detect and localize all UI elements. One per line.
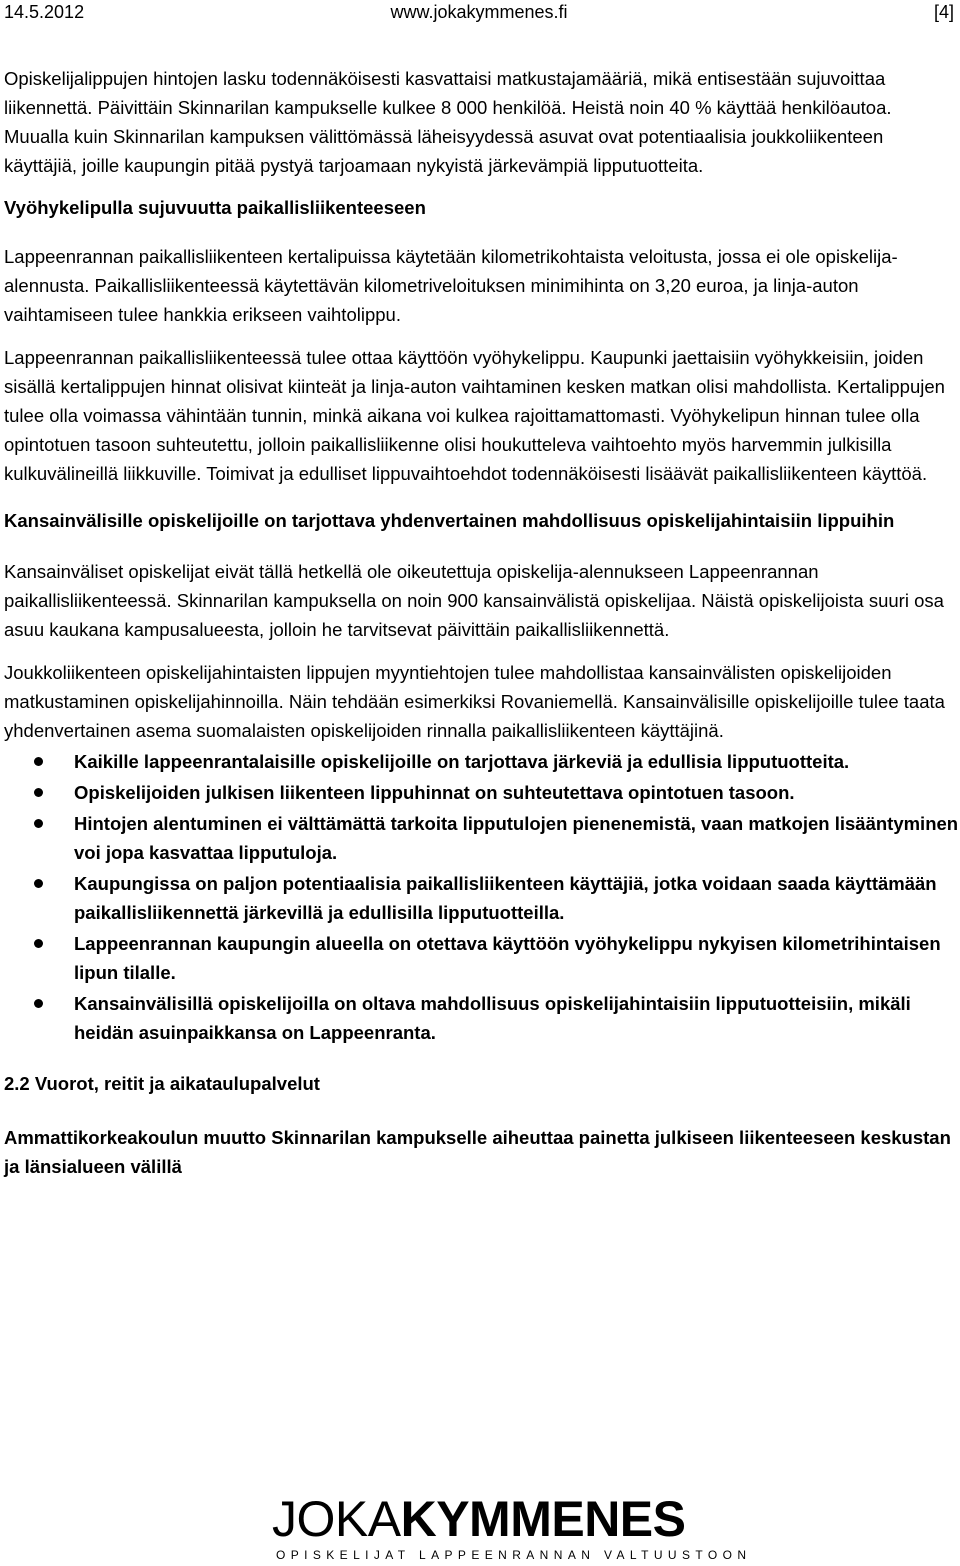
document-body <box>4 64 959 1181</box>
heading-zone-ticket: Vyöhykelipulla sujuvuutta paikallisliikenteeseen <box>4 197 426 218</box>
bullet-icon <box>34 757 43 766</box>
section-heading-2-2: 2.2 Vuorot, reitit ja aikataulupalvelut <box>4 1073 320 1094</box>
paragraph-student-pricing: Joukkoliikenteen opiskelijahintaisten lippujen myyntiehtojen tulee mahdollistaa kansainvälisten opiskelijoiden matkustaminen opiskelijahinnoilla. Näin tehdään esimerkiksi Rovaniemellä. Kansainvälisille opiskelijoille tulee taata yhdenvertainen asema suomalaisten opiskelijoiden rinnalla paikallisliikenteen käyttäjinä. <box>4 662 945 741</box>
paragraph-ticket-prices: Opiskelijalippujen hintojen lasku todennäköisesti kasvattaisi matkustajamääriä, mikä entisestään sujuvoittaa liikennettä. Päivittäin Skinnarilan kampukselle kulkee 8 000 henkilöä. Heistä noin 40 % käyttää henkilöautoa. Muualla kuin Skinnarilan kampuksen välittömässä läheisyydessä asuvat ovat potentiaalisia joukkoliikenteen käyttäjiä, joille kaupungin pitää pystyä tarjoamaan nykyistä järkevämpiä lipputuotteita. <box>4 68 892 176</box>
list-item: Hintojen alentuminen ei välttämättä tarkoita lipputulojen pienenemistä, vaan matkojen lisääntyminen voi jopa kasvattaa lipputuloja. <box>4 809 959 867</box>
list-item: Lappeenrannan kaupungin alueella on otettava käyttöön vyöhykelippu nykyisen kilometrihintaisen lipun tilalle. <box>4 929 959 987</box>
list-item: Kaupungissa on paljon potentiaalisia paikallisliikenteen käyttäjiä, jotka voidaan saada käyttämään paikallisliikennettä järkevillä ja edullisilla lipputuotteilla. <box>4 869 959 927</box>
list-item: Opiskelijoiden julkisen liikenteen lippuhinnat on suhteutettava opintotuen tasoon. <box>4 778 959 807</box>
bullet-icon <box>34 788 43 797</box>
heading-polytechnic-move: Ammattikorkeakoulun muutto Skinnarilan kampukselle aiheuttaa painetta julkiseen liikenteeseen keskustan ja länsialueen välillä <box>4 1127 951 1177</box>
logo-tagline: OPISKELIJAT LAPPEENRANNAN VALTUUSTOON <box>276 1548 752 1562</box>
jokakymmenes-logo <box>272 1491 752 1566</box>
header-date: 14.5.2012 <box>4 2 85 22</box>
list-item: Kaikille lappeenrantalaisille opiskelijoille on tarjottava järkeviä ja edullisia lipputuotteita. <box>4 747 959 776</box>
paragraph-zone-ticket-proposal: Lappeenrannan paikallisliikenteessä tulee ottaa käyttöön vyöhykelippu. Kaupunki jaettaisiin vyöhykkeisiin, joiden sisällä kertalippujen hinnat olisivat kiinteät ja linja-auton vaihtaminen kesken matkan olisi mahdollista. Kertalippujen tulee olla voimassa vähintään tunnin, minkä aikana voi kulkea rajoittamattomasti. Vyöhykelipun hinnan tulee olla opintotuen tasoon suhteutettu, jolloin paikallisliikenne olisi houkutteleva vaihtoehto myös harvemmin julkisilla kulkuvälineillä liikkuville. Toimivat ja edulliset lippuvaihtoehdot todennäköisesti lisäävät paikallisliikenteen käyttöä. <box>4 347 945 484</box>
bullet-icon <box>34 819 43 828</box>
list-item: Kansainvälisillä opiskelijoilla on oltava mahdollisuus opiskelijahintaisiin lipputuotteisiin, mikäli heidän asuinpaikkansa on Lappeenranta. <box>4 989 959 1047</box>
heading-international-students: Kansainvälisille opiskelijoille on tarjottava yhdenvertainen mahdollisuus opiskelijahintaisiin lippuihin <box>4 510 895 531</box>
bullet-icon <box>34 879 43 888</box>
bullet-icon <box>34 939 43 948</box>
header-page-number: [4] <box>933 2 954 22</box>
page-header <box>4 0 954 26</box>
bullet-list-demands <box>4 747 959 1047</box>
header-url[interactable]: www.jokakymmenes.fi <box>390 2 568 22</box>
paragraph-international-students: Kansainväliset opiskelijat eivät tällä hetkellä ole oikeutettuja opiskelija-alennukseen Lappeenrannan paikallisliikenteessä. Skinnarilan kampuksella on noin 900 kansainvälistä opiskelijaa. Näistä opiskelijoista suuri osa asuu kaukana kampusalueesta, jolloin he tarvitsevat päivittäin paikallisliikennettä. <box>4 561 944 640</box>
logo-wordmark: JOKAKYMMENES <box>272 1491 686 1547</box>
bullet-icon <box>34 999 43 1008</box>
paragraph-local-traffic: Lappeenrannan paikallisliikenteen kertalipuissa käytetään kilometrikohtaista veloitusta, jossa ei ole opiskelija-alennusta. Paikallisliikenteessä käytettävän kilometriveloituksen minimihinta on 3,20 euroa, ja linja-auton vaihtamiseen tulee hankkia erikseen vaihtolippu. <box>4 246 898 325</box>
